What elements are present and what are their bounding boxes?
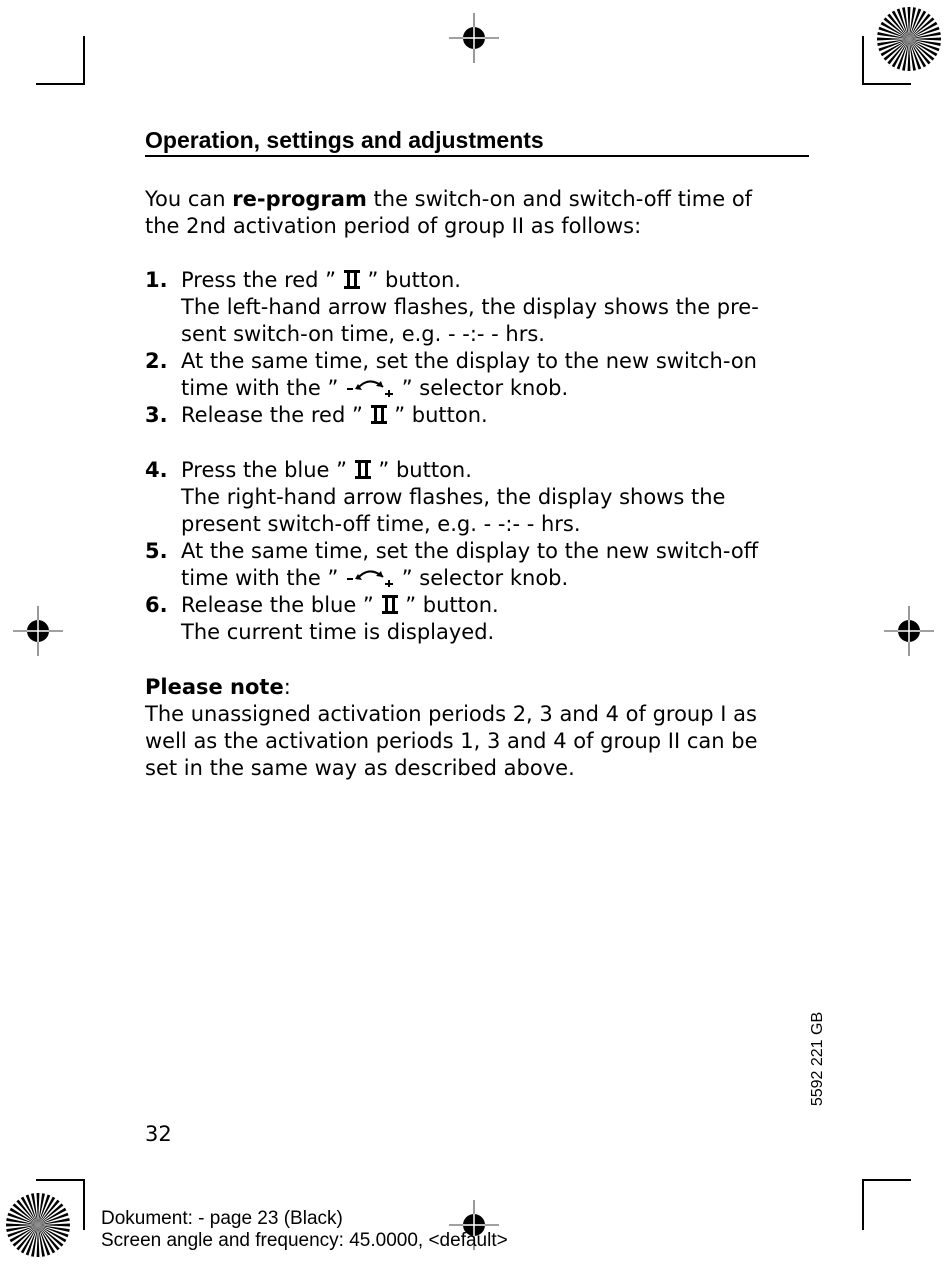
roman-two-button-icon [343, 269, 361, 290]
step-number: 2. [145, 349, 168, 373]
note-heading [145, 674, 758, 701]
print-footer [101, 1208, 508, 1252]
starburst-ray [38, 1213, 69, 1225]
note-title: Please note [145, 675, 284, 699]
step-text-segment: Press the blue ” [181, 458, 348, 482]
roman-two-button-icon [381, 594, 399, 615]
note-line: The unassigned activation periods 2, 3 and 4 of group I as [145, 702, 757, 726]
step-number: 6. [145, 593, 168, 617]
section-heading: Operation, settings and adjustments [145, 126, 809, 157]
step-text-segment: Press the red ” [181, 268, 337, 292]
step-text [181, 267, 759, 348]
step-line [181, 592, 499, 619]
intro-rest: the switch-on and switch-off time of [366, 187, 753, 211]
step-number: 1. [145, 268, 168, 292]
intro-paragraph [145, 186, 752, 240]
step-line: The left-hand arrow flashes, the display shows the pre- [181, 295, 759, 319]
step-text-segment: ” selector knob. [401, 376, 569, 400]
roman-two-button-icon [370, 404, 388, 425]
step-line: present switch-off time, e.g. - -:- - hrs. [181, 512, 581, 536]
intro-line-2: the 2nd activation period of group II as follows: [145, 214, 642, 238]
step-text-segment: Release the blue ” [181, 593, 374, 617]
step-line [181, 565, 758, 592]
step-text-segment: Release the red ” [181, 403, 363, 427]
step-line [181, 267, 759, 294]
starburst-ray [26, 1225, 38, 1256]
registration-mark-left [13, 606, 63, 656]
starburst-ray [909, 39, 921, 70]
step-line: At the same time, set the display to the new switch-on [181, 349, 757, 373]
step-number: 3. [145, 403, 168, 427]
step-text-segment: time with the ” [181, 376, 339, 400]
step-text-segment: ” button. [378, 458, 472, 482]
step-text-segment: ” button. [367, 268, 461, 292]
intro-line-1 [145, 186, 752, 213]
crop-mark-bottom-right [861, 1178, 911, 1230]
step-number: 5. [145, 539, 168, 563]
starburst-ray [878, 39, 909, 51]
note-line: well as the activation periods 1, 3 and 4 of group II can be [145, 729, 758, 753]
selector-knob-icon [345, 567, 395, 587]
footer-line-1: Dokument: - page 23 (Black) [101, 1208, 343, 1229]
starburst-mark-top-right [876, 6, 942, 72]
step-line: sent switch-on time, e.g. - -:- - hrs. [181, 322, 545, 346]
starburst-ray [38, 1225, 69, 1237]
crop-mark-top-left [36, 36, 86, 86]
step-text-segment: ” button. [405, 593, 499, 617]
starburst-ray [38, 1194, 50, 1225]
footer-line-2: Screen angle and frequency: 45.0000, <default> [101, 1230, 508, 1251]
starburst-ray [878, 27, 909, 39]
starburst-ray [909, 39, 940, 51]
starburst-mark-bottom-left [5, 1192, 71, 1258]
step-line [181, 375, 757, 402]
starburst-ray [7, 1225, 38, 1237]
step-text-segment: ” selector knob. [401, 566, 569, 590]
step-line [181, 402, 488, 429]
starburst-ray [909, 8, 921, 39]
roman-two-button-icon [354, 459, 372, 480]
intro-pre: You can [145, 187, 233, 211]
step-line: The current time is displayed. [181, 620, 495, 644]
intro-bold: re-program [232, 187, 367, 211]
note-line: set in the same way as described above. [145, 756, 575, 780]
starburst-ray [38, 1225, 50, 1256]
step-text-segment: time with the ” [181, 566, 339, 590]
note-block [145, 674, 758, 782]
registration-mark-right [884, 606, 934, 656]
step-text [181, 402, 488, 429]
step-text [181, 457, 725, 538]
starburst-ray [909, 27, 940, 39]
starburst-ray [897, 39, 909, 70]
starburst-ray [7, 1213, 38, 1225]
step-text [181, 348, 757, 402]
step-line: At the same time, set the display to the new switch-off [181, 539, 759, 563]
document-code: 5592 221 GB [809, 1011, 826, 1107]
page-number: 32 [145, 1122, 172, 1146]
starburst-ray [26, 1194, 38, 1225]
note-colon: : [283, 675, 291, 699]
selector-knob-icon [345, 377, 395, 397]
registration-mark-top [449, 13, 499, 63]
step-text-segment: ” button. [394, 403, 488, 427]
step-line [181, 457, 725, 484]
step-number: 4. [145, 458, 168, 482]
step-text [181, 538, 758, 592]
step-line: The right-hand arrow flashes, the display shows the [181, 485, 726, 509]
starburst-ray [897, 8, 909, 39]
step-text [181, 592, 499, 646]
